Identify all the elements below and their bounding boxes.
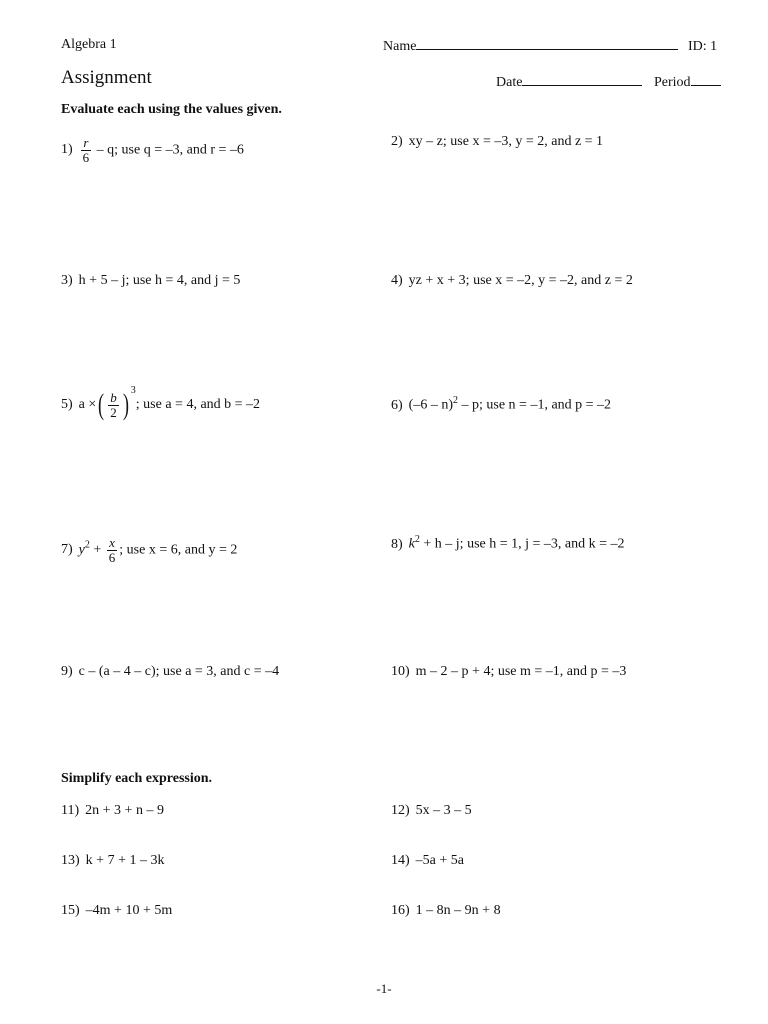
- period-blank: [691, 73, 721, 86]
- date-label: Date: [496, 75, 523, 90]
- problem-10: [391, 664, 626, 680]
- problem-number: 16): [391, 903, 410, 918]
- problem-4: [391, 273, 633, 289]
- worksheet-title: Assignment: [61, 67, 152, 88]
- problem-7: [61, 536, 237, 564]
- name-row: [383, 37, 717, 55]
- problem-text: ; use a = 4, and b = –2: [135, 397, 261, 413]
- problem-number: 3): [61, 273, 73, 288]
- fraction-numerator: r: [81, 136, 92, 151]
- left-paren: (: [98, 388, 105, 421]
- problem-lead: (–6 – n): [408, 397, 453, 413]
- period-label: Period: [653, 75, 691, 90]
- problem-text: 1 – 8n – 9n + 8: [415, 903, 501, 918]
- problem-number: 5): [61, 397, 73, 413]
- problem-text: + h – j; use h = 1, j = –3, and k = –2: [419, 536, 625, 552]
- problem-text: k + 7 + 1 – 3k: [85, 853, 165, 868]
- id-label: ID: 1: [687, 39, 718, 54]
- problem-6: [391, 395, 611, 414]
- right-paren: ): [122, 388, 129, 421]
- name-label: Name: [383, 39, 417, 54]
- problem-14: [391, 853, 464, 869]
- course-name: Algebra 1: [61, 37, 117, 52]
- section-heading-simplify: Simplify each expression.: [61, 771, 213, 786]
- problem-mid: +: [89, 542, 105, 558]
- problem-text: –4m + 10 + 5m: [85, 903, 173, 918]
- fraction-denominator: 6: [108, 549, 116, 565]
- fraction: [81, 136, 92, 164]
- problem-15: [61, 903, 172, 919]
- problem-3: [61, 273, 240, 289]
- problem-text: 5x – 3 – 5: [415, 803, 472, 818]
- problem-number: 11): [61, 803, 80, 818]
- problem-number: 8): [391, 536, 403, 552]
- exponent: 3: [130, 384, 136, 396]
- problem-12: [391, 803, 472, 819]
- problem-text: – p; use n = –1, and p = –2: [458, 397, 612, 413]
- problem-number: 10): [391, 664, 410, 679]
- problem-9: [61, 664, 279, 680]
- name-blank: [416, 37, 678, 50]
- problem-number: 14): [391, 853, 410, 868]
- fraction-numerator: x: [107, 536, 118, 551]
- problem-5: [61, 384, 261, 421]
- problem-lead: k: [408, 536, 415, 552]
- date-blank: [522, 73, 642, 86]
- fraction: [107, 536, 118, 564]
- problem-text: –5a + 5a: [415, 853, 464, 868]
- problem-text: 2n + 3 + n – 9: [85, 803, 164, 818]
- fraction-numerator: b: [110, 389, 117, 405]
- fraction-denominator: 2: [110, 404, 117, 420]
- exponent: 2: [84, 539, 90, 551]
- problem-text: c – (a – 4 – c); use a = 3, and c = –4: [78, 664, 280, 679]
- problem-number: 13): [61, 853, 80, 868]
- section-heading-evaluate: Evaluate each using the values given.: [61, 102, 282, 117]
- fraction: [108, 391, 119, 419]
- problem-8: [391, 534, 625, 553]
- problem-lead: a ×: [78, 397, 97, 413]
- problem-text: m – 2 – p + 4; use m = –1, and p = –3: [415, 664, 627, 679]
- problem-number: 12): [391, 803, 410, 818]
- problem-number: 1): [61, 142, 73, 158]
- exponent: 2: [414, 534, 420, 545]
- page-number: -1-: [376, 981, 392, 996]
- problem-number: 15): [61, 903, 80, 918]
- problem-number: 9): [61, 664, 73, 679]
- problem-16: [391, 903, 501, 919]
- problem-number: 2): [391, 134, 403, 149]
- problem-1: [61, 136, 244, 164]
- problem-number: 4): [391, 273, 403, 288]
- problem-text: yz + x + 3; use x = –2, y = –2, and z = 2: [408, 273, 633, 288]
- problem-11: [61, 803, 164, 819]
- problem-2: [391, 134, 603, 150]
- fraction-denominator: 6: [82, 149, 90, 165]
- problem-number: 7): [61, 542, 73, 558]
- problem-text: ; use x = 6, and y = 2: [119, 542, 238, 558]
- problem-text: h + 5 – j; use h = 4, and j = 5: [78, 273, 241, 288]
- problem-text: – q; use q = –3, and r = –6: [93, 142, 244, 158]
- problem-number: 6): [391, 397, 403, 413]
- problem-13: [61, 853, 164, 869]
- exponent: 2: [453, 395, 458, 406]
- problem-text: xy – z; use x = –3, y = 2, and z = 1: [408, 134, 604, 149]
- date-row: [496, 73, 721, 91]
- problem-lead: y: [78, 542, 85, 558]
